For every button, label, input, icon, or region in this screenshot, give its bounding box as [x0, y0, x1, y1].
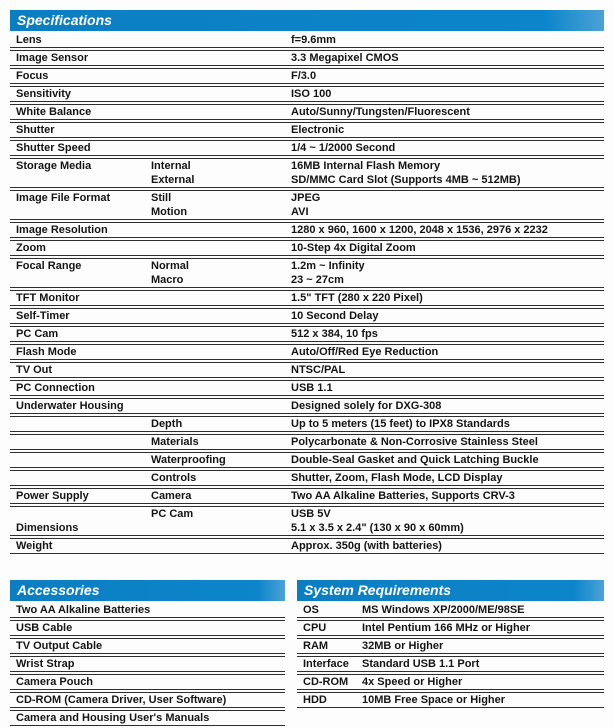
spec-row	[10, 222, 604, 238]
accessory-label: Camera Pouch	[16, 675, 94, 688]
accessory-row	[10, 620, 285, 636]
requirement-label: CPU	[303, 621, 327, 634]
requirement-row	[297, 692, 604, 708]
spec-value: Two AA Alkaline Batteries, Supports CRV-3	[291, 489, 515, 502]
spec-line	[10, 69, 604, 83]
requirement-label: Interface	[303, 657, 349, 670]
requirement-row	[297, 638, 604, 654]
spec-sublabel: External	[151, 173, 195, 186]
accessory-line	[10, 603, 285, 617]
spec-line	[10, 309, 604, 323]
spec-row	[10, 68, 604, 84]
spec-value: 1280 x 960, 1600 x 1200, 2048 x 1536, 2976 x 2232	[291, 223, 548, 236]
spec-value: Electronic	[291, 123, 345, 136]
requirement-row	[297, 603, 604, 618]
spec-row	[10, 308, 604, 324]
requirement-label: OS	[303, 603, 319, 616]
spec-label: White Balance	[16, 105, 92, 118]
spec-row	[10, 50, 604, 66]
specifications-table	[10, 10, 604, 556]
spec-row	[10, 452, 604, 468]
spec-sublabel: Waterproofing	[151, 453, 226, 466]
spec-label: TV Out	[16, 363, 53, 376]
spec-line	[10, 33, 604, 47]
system-requirements-header	[297, 580, 604, 601]
requirement-row	[297, 674, 604, 690]
spec-line	[10, 259, 604, 273]
spec-line	[10, 105, 604, 119]
accessory-line	[10, 639, 285, 653]
spec-row	[10, 506, 604, 536]
spec-value: 10 Second Delay	[291, 309, 379, 322]
accessory-line	[10, 621, 285, 635]
spec-value: 1/4 ~ 1/2000 Second	[291, 141, 396, 154]
accessory-row	[10, 638, 285, 654]
spec-value: Up to 5 meters (15 feet) to IPX8 Standards	[291, 417, 510, 430]
spec-sublabel: Still	[151, 191, 172, 204]
spec-line	[10, 507, 604, 521]
spec-label: TFT Monitor	[16, 291, 80, 304]
requirement-line	[297, 657, 604, 671]
requirement-value: MS Windows XP/2000/ME/98SE	[362, 603, 525, 616]
spec-sublabel: Normal	[151, 259, 189, 272]
spec-label: Dimensions	[16, 521, 79, 534]
spec-sublabel: PC Cam	[151, 507, 194, 520]
requirement-line	[297, 639, 604, 653]
spec-line	[10, 435, 604, 449]
spec-line	[10, 87, 604, 101]
spec-line	[10, 363, 604, 377]
spec-row	[10, 86, 604, 102]
spec-sublabel: Camera	[151, 489, 192, 502]
spec-row	[10, 344, 604, 360]
accessory-row	[10, 710, 285, 726]
spec-line	[10, 327, 604, 341]
accessory-label: TV Output Cable	[16, 639, 103, 652]
spec-label: Flash Mode	[16, 345, 77, 358]
requirement-value: 4x Speed or Higher	[362, 675, 463, 688]
spec-row	[10, 398, 604, 414]
spec-line	[10, 51, 604, 65]
spec-value: 16MB Internal Flash Memory	[291, 159, 441, 172]
requirement-row	[297, 620, 604, 636]
spec-value: 10-Step 4x Digital Zoom	[291, 241, 416, 254]
spec-value: USB 1.1	[291, 381, 333, 394]
accessory-line	[10, 675, 285, 689]
spec-value: 5.1 x 3.5 x 2.4" (130 x 90 x 60mm)	[291, 521, 464, 534]
accessory-row	[10, 692, 285, 708]
spec-row	[10, 362, 604, 378]
requirement-line	[297, 675, 604, 689]
spec-row	[10, 104, 604, 120]
spec-line	[10, 521, 604, 535]
spec-row	[10, 416, 604, 432]
spec-label: PC Connection	[16, 381, 95, 394]
spec-value: AVI	[291, 205, 309, 218]
requirement-value: 32MB or Higher	[362, 639, 444, 652]
spec-row	[10, 258, 604, 288]
system-requirements-title: System Requirements	[304, 582, 452, 598]
accessory-label: CD-ROM (Camera Driver, User Software)	[16, 693, 227, 706]
spec-sublabel: Macro	[151, 273, 184, 286]
spec-line	[10, 223, 604, 237]
spec-value: NTSC/PAL	[291, 363, 346, 376]
accessory-row	[10, 674, 285, 690]
spec-label: Underwater Housing	[16, 399, 124, 412]
spec-row	[10, 326, 604, 342]
system-requirements-rows	[297, 603, 604, 708]
accessory-row	[10, 656, 285, 672]
requirement-line	[297, 693, 604, 707]
requirement-value: Standard USB 1.1 Port	[362, 657, 480, 670]
spec-value: F/3.0	[291, 69, 317, 82]
spec-label: Self-Timer	[16, 309, 70, 322]
accessory-line	[10, 693, 285, 707]
requirement-value: 10MB Free Space or Higher	[362, 693, 506, 706]
accessory-line	[10, 657, 285, 671]
spec-label: Focal Range	[16, 259, 82, 272]
spec-row	[10, 470, 604, 486]
spec-value: Double-Seal Gasket and Quick Latching Buckle	[291, 453, 539, 466]
spec-row	[10, 190, 604, 220]
spec-value: 512 x 384, 10 fps	[291, 327, 378, 340]
spec-row	[10, 538, 604, 554]
spec-row	[10, 290, 604, 306]
requirement-label: HDD	[303, 693, 327, 706]
spec-line	[10, 489, 604, 503]
spec-row	[10, 380, 604, 396]
spec-row	[10, 140, 604, 156]
requirement-value: Intel Pentium 166 MHz or Higher	[362, 621, 531, 634]
spec-value: Approx. 350g (with batteries)	[291, 539, 442, 552]
accessories-table	[10, 580, 285, 728]
spec-label: Shutter	[16, 123, 55, 136]
specifications-header	[10, 10, 604, 31]
spec-label: Lens	[16, 33, 42, 46]
spec-row	[10, 240, 604, 256]
spec-line	[10, 471, 604, 485]
spec-sublabel: Materials	[151, 435, 199, 448]
spec-line	[10, 291, 604, 305]
specifications-rows	[10, 33, 604, 554]
spec-value: Auto/Off/Red Eye Reduction	[291, 345, 439, 358]
requirement-line	[297, 621, 604, 635]
spec-label: Zoom	[16, 241, 46, 254]
spec-label: Image Resolution	[16, 223, 108, 236]
system-requirements-table	[297, 580, 604, 710]
spec-value: 3.3 Megapixel CMOS	[291, 51, 399, 64]
specifications-title: Specifications	[17, 12, 112, 28]
spec-row	[10, 434, 604, 450]
spec-label: PC Cam	[16, 327, 59, 340]
spec-value: USB 5V	[291, 507, 331, 520]
accessory-label: Two AA Alkaline Batteries	[16, 603, 151, 616]
spec-line	[10, 539, 604, 553]
spec-value: Shutter, Zoom, Flash Mode, LCD Display	[291, 471, 503, 484]
spec-label: Power Supply	[16, 489, 89, 502]
spec-value: Auto/Sunny/Tungsten/Fluorescent	[291, 105, 470, 118]
spec-line	[10, 123, 604, 137]
spec-value: Designed solely for DXG-308	[291, 399, 442, 412]
accessory-line	[10, 711, 285, 725]
requirement-label: CD-ROM	[303, 675, 349, 688]
accessory-label: Camera and Housing User's Manuals	[16, 711, 210, 724]
requirement-line	[297, 603, 604, 617]
accessories-rows	[10, 603, 285, 726]
spec-line	[10, 273, 604, 287]
spec-label: Storage Media	[16, 159, 92, 172]
spec-value: 1.2m ~ Infinity	[291, 259, 365, 272]
spec-value: 1.5" TFT (280 x 220 Pixel)	[291, 291, 423, 304]
spec-value: ISO 100	[291, 87, 332, 100]
spec-line	[10, 453, 604, 467]
spec-label: Focus	[16, 69, 49, 82]
spec-row	[10, 33, 604, 48]
accessory-row	[10, 603, 285, 618]
spec-label: Image File Format	[16, 191, 111, 204]
spec-row	[10, 488, 604, 504]
spec-value: JPEG	[291, 191, 321, 204]
accessories-title: Accessories	[17, 582, 100, 598]
accessories-header	[10, 580, 285, 601]
spec-value: f=9.6mm	[291, 33, 336, 46]
spec-value: 23 ~ 27cm	[291, 273, 344, 286]
spec-line	[10, 345, 604, 359]
spec-sublabel: Internal	[151, 159, 191, 172]
requirement-row	[297, 656, 604, 672]
spec-line	[10, 141, 604, 155]
accessory-label: Wrist Strap	[16, 657, 75, 670]
requirement-label: RAM	[303, 639, 329, 652]
spec-label: Image Sensor	[16, 51, 89, 64]
spec-value: SD/MMC Card Slot (Supports 4MB ~ 512MB)	[291, 173, 521, 186]
spec-line	[10, 205, 604, 219]
spec-sublabel: Depth	[151, 417, 183, 430]
spec-label: Sensitivity	[16, 87, 72, 100]
spec-row	[10, 122, 604, 138]
spec-line	[10, 159, 604, 173]
spec-line	[10, 241, 604, 255]
spec-line	[10, 191, 604, 205]
spec-line	[10, 399, 604, 413]
spec-line	[10, 381, 604, 395]
accessory-label: USB Cable	[16, 621, 73, 634]
spec-value: Polycarbonate & Non-Corrosive Stainless Steel	[291, 435, 538, 448]
spec-line	[10, 417, 604, 431]
spec-sublabel: Controls	[151, 471, 197, 484]
spec-label: Weight	[16, 539, 53, 552]
spec-line	[10, 173, 604, 187]
spec-sublabel: Motion	[151, 205, 188, 218]
spec-label: Shutter Speed	[16, 141, 91, 154]
spec-row	[10, 158, 604, 188]
